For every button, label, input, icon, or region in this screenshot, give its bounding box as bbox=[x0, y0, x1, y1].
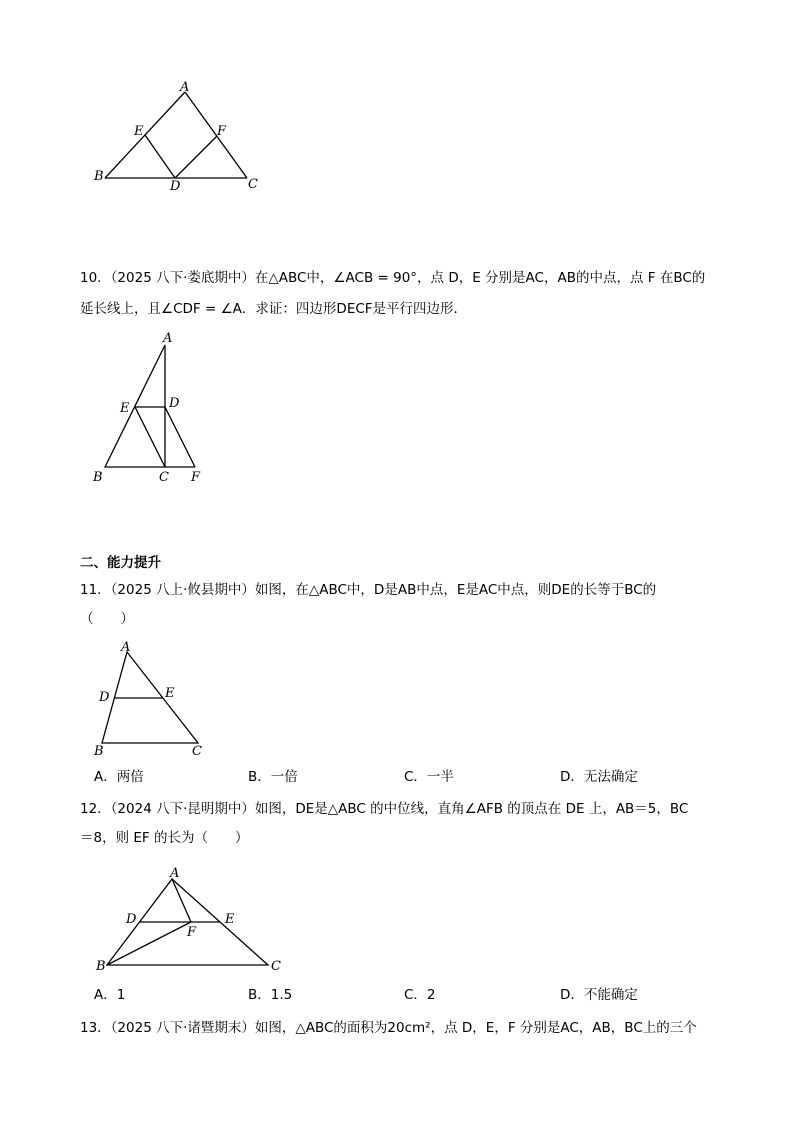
label-e: E bbox=[165, 686, 175, 701]
label-e: E bbox=[134, 124, 144, 139]
q11-option-b[interactable]: B．一倍 bbox=[248, 769, 298, 785]
segment-df bbox=[175, 136, 217, 178]
label-f: F bbox=[187, 925, 197, 940]
q11-option-d[interactable]: D．无法确定 bbox=[560, 769, 638, 785]
label-d: D bbox=[169, 396, 180, 411]
q12-text-line1: 12．（2024 八下·昆明期中）如图，DE是△ABC 的中位线，直角∠AFB 的顶点在 DE 上，AB＝5，BC bbox=[80, 801, 689, 817]
label-d: D bbox=[170, 179, 181, 194]
q12-option-b[interactable]: B．1.5 bbox=[248, 987, 293, 1003]
segment-df bbox=[165, 407, 195, 467]
label-e: E bbox=[120, 401, 130, 416]
segment-af bbox=[172, 879, 191, 922]
label-a: A bbox=[163, 331, 173, 346]
segment-bf bbox=[107, 922, 191, 965]
figure-q12 bbox=[90, 862, 300, 982]
q13-text-line1: 13．（2025 八下·诸暨期末）如图，△ABC的面积为20cm²，点 D，E，F 分别是AC，AB，BC上的三个 bbox=[80, 1020, 697, 1036]
figure-q10 bbox=[90, 330, 220, 490]
segment-ac bbox=[185, 92, 247, 178]
q11-option-c[interactable]: C．一半 bbox=[404, 769, 454, 785]
section-title: 二、能力提升 bbox=[80, 555, 161, 571]
label-b: B bbox=[96, 959, 106, 974]
label-c: C bbox=[271, 959, 281, 974]
label-b: B bbox=[93, 470, 103, 485]
q11-option-a[interactable]: A．两倍 bbox=[94, 769, 144, 785]
q11-text-line2: （ ） bbox=[80, 611, 134, 627]
label-c: C bbox=[159, 470, 169, 485]
label-b: B bbox=[94, 744, 104, 759]
label-e: E bbox=[225, 912, 235, 927]
label-a: A bbox=[170, 866, 180, 881]
q12-option-c[interactable]: C．2 bbox=[404, 987, 436, 1003]
label-d: D bbox=[99, 690, 110, 705]
label-d: D bbox=[126, 912, 137, 927]
q10-text-line2: 延长线上，且∠CDF = ∠A．求证：四边形DECF是平行四边形． bbox=[80, 301, 468, 317]
label-c: C bbox=[192, 744, 202, 759]
label-f: F bbox=[191, 470, 201, 485]
label-a: A bbox=[180, 80, 190, 95]
label-c: C bbox=[248, 177, 258, 192]
q10-text-line1: 10．（2025 八下·娄底期中）在△ABC中，∠ACB = 90°，点 D，E 分别是AC，AB的中点，点 F 在BC的 bbox=[80, 270, 706, 286]
segment-ed bbox=[145, 135, 175, 178]
label-a: A bbox=[121, 640, 131, 655]
q12-option-a[interactable]: A．1 bbox=[94, 987, 126, 1003]
q12-text-line2: ＝8，则 EF 的长为（ ） bbox=[80, 830, 249, 846]
figure-q11 bbox=[90, 638, 220, 763]
q11-text-line1: 11．（2025 八上·攸县期中）如图，在△ABC中，D是AB中点，E是AC中点，则DE的长等于BC的 bbox=[80, 582, 657, 598]
label-f: F bbox=[217, 124, 227, 139]
segment-ec bbox=[135, 407, 165, 467]
figure-triangle-abc-def bbox=[90, 80, 270, 195]
label-b: B bbox=[94, 169, 104, 184]
q12-option-d[interactable]: D．不能确定 bbox=[560, 987, 638, 1003]
